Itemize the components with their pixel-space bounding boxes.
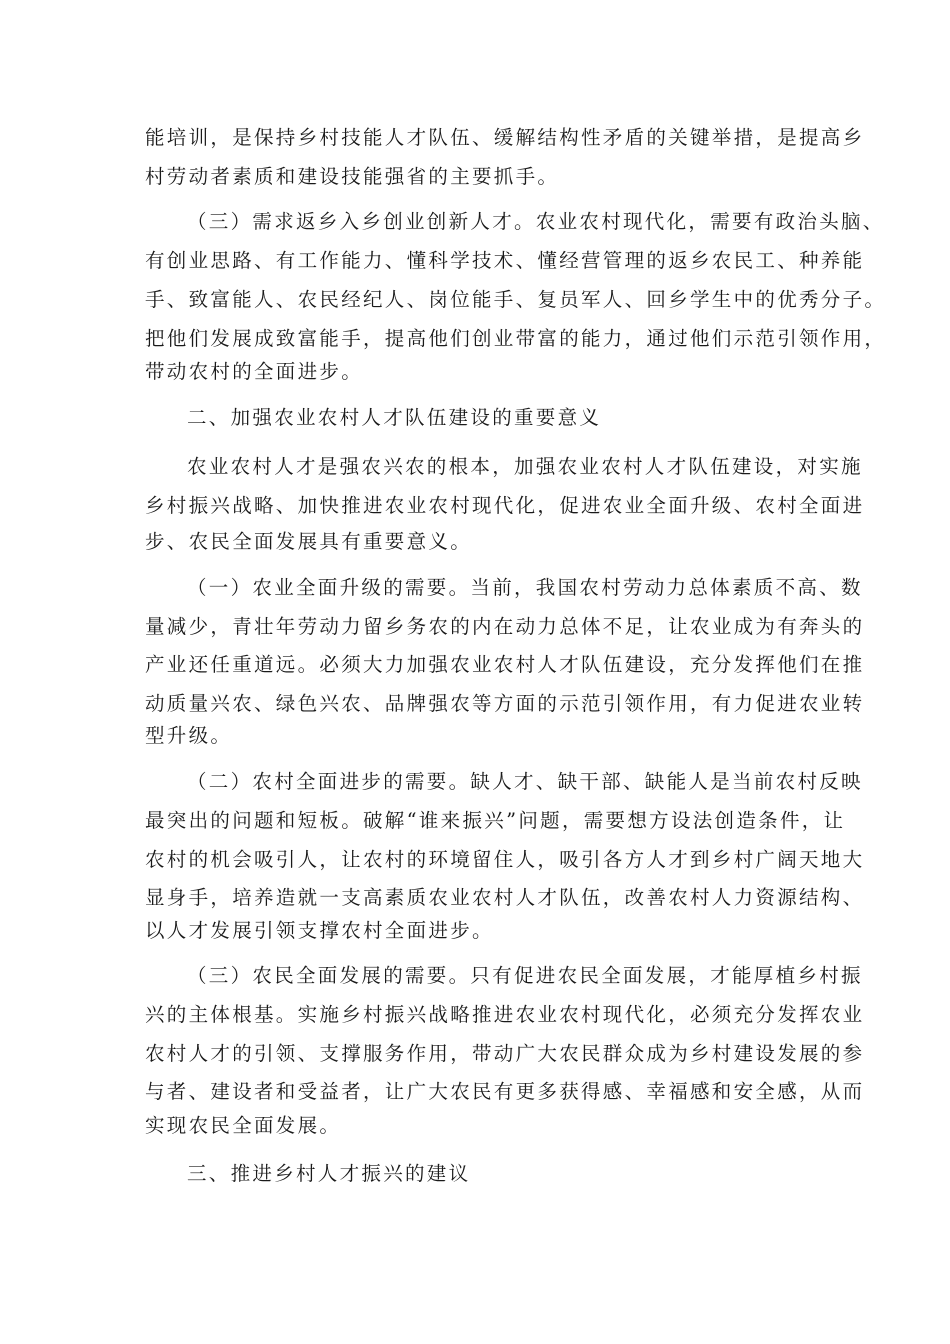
paragraph-line: 把他们发展成致富能手，提高他们创业带富的能力，通过他们示范引领作用， bbox=[145, 327, 887, 350]
paragraph-line: 产业还任重道远。必须大力加强农业农村人才队伍建设，充分发挥他们在推 bbox=[145, 653, 865, 676]
paragraph-line: 手、致富能人、农民经纪人、岗位能手、复员军人、回乡学生中的优秀分子。 bbox=[145, 288, 887, 311]
paragraph-line: 最突出的问题和短板。破解“谁来振兴”问题，需要想方设法创造条件，让 bbox=[145, 809, 846, 832]
paragraph-line: （三）农民全面发展的需要。只有促进农民全面发展，才能厚植乡村振 bbox=[187, 964, 863, 987]
paragraph-line: 农村的机会吸引人，让农村的环境留住人，吸引各方人才到乡村广阔天地大 bbox=[145, 848, 865, 871]
paragraph-line: 型升级。 bbox=[145, 724, 233, 747]
paragraph-line: 步、农民全面发展具有重要意义。 bbox=[145, 530, 473, 553]
paragraph-line: 与者、建设者和受益者，让广大农民有更多获得感、幸福感和安全感，从而 bbox=[145, 1080, 865, 1103]
paragraph-line: 能培训，是保持乡村技能人才队伍、缓解结构性矛盾的关键举措，是提高乡 bbox=[145, 126, 865, 149]
paragraph-line: 以人才发展引领支撑农村全面进步。 bbox=[145, 919, 494, 942]
paragraph-line: 显身手，培养造就一支高素质农业农村人才队伍，改善农村人力资源结构、 bbox=[145, 886, 865, 909]
paragraph-line: 兴的主体根基。实施乡村振兴战略推进农业农村现代化，必须充分发挥农业 bbox=[145, 1003, 865, 1026]
paragraph-line: 乡村振兴战略、加快推进农业农村现代化，促进农业全面升级、农村全面进 bbox=[145, 494, 865, 517]
paragraph-line: （三）需求返乡入乡创业创新人才。农业农村现代化，需要有政治头脑、 bbox=[187, 210, 885, 233]
paragraph-line: 动质量兴农、绿色兴农、品牌强农等方面的示范引领作用，有力促进农业转 bbox=[145, 692, 865, 715]
paragraph-line: 村劳动者素质和建设技能强省的主要抓手。 bbox=[145, 165, 560, 188]
section-heading: 三、推进乡村人才振兴的建议 bbox=[187, 1162, 471, 1185]
paragraph-line: （二）农村全面进步的需要。缺人才、缺干部、缺能人是当前农村反映 bbox=[187, 770, 863, 793]
paragraph-line: 量减少，青壮年劳动力留乡务农的内在动力总体不足，让农业成为有奔头的 bbox=[145, 615, 865, 638]
paragraph-line: （一）农业全面升级的需要。当前，我国农村劳动力总体素质不高、数 bbox=[187, 576, 863, 599]
paragraph-line: 实现农民全面发展。 bbox=[145, 1114, 342, 1137]
paragraph-line: 带动农村的全面进步。 bbox=[145, 360, 364, 383]
section-heading: 二、加强农业农村人才队伍建设的重要意义 bbox=[187, 406, 602, 429]
paragraph-line: 农村人才的引领、支撑服务作用，带动广大农民群众成为乡村建设发展的参 bbox=[145, 1042, 865, 1065]
paragraph-line: 有创业思路、有工作能力、懂科学技术、懂经营管理的返乡农民工、种养能 bbox=[145, 249, 865, 272]
paragraph-line: 农业农村人才是强农兴农的根本，加强农业农村人才队伍建设，对实施 bbox=[187, 455, 863, 478]
